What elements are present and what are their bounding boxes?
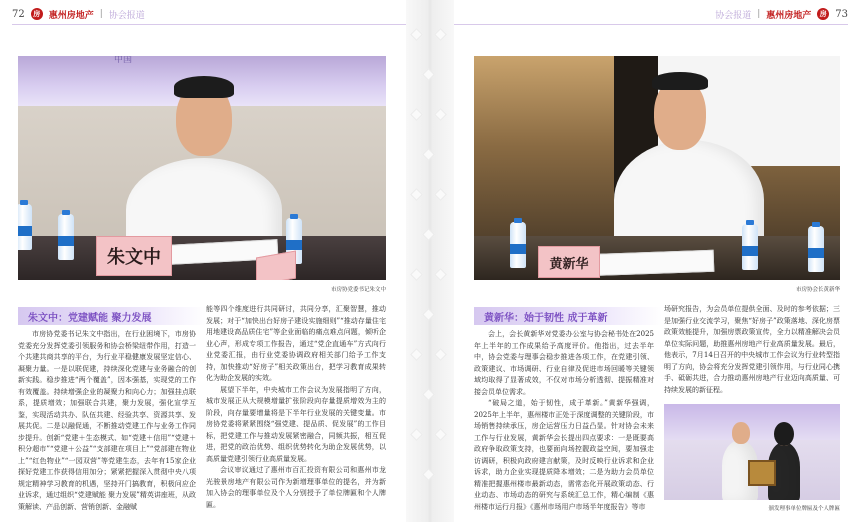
section-name: 协会报道 <box>715 10 752 21</box>
paragraph: 能等四个维度进行共同研讨，共同分享，汇聚智慧，推动发展；对于“加快出台好房子建设实施细则”“推动存量住宅用地建设高品质住宅”等企业面临的痛点难点问题，倾听企业心声，形成专项工作报告，通过“党企直通车”方式向行业党委汇报，由行业党委协调政府相关部门给予工作支持，加快推动“好房子”相关政策出台，把学习教育成果转化为助企发展的实效。 <box>206 305 386 382</box>
page-gutter <box>406 0 454 522</box>
paragraph: 会上，会长黄新华对党委办公室与协会秘书处在2025年上半年的工作成果给予高度评价。他指出，过去半年中，协会党委与理事会稳步推进各项工作，在党建引领、政策建议、市场调研、行业自律及促进市场回暖等关键领域均取得了显著成效，不仅对市场分析透彻、提振精准对接会员单位需求。 <box>474 330 654 396</box>
paragraph: 场研究报告，为会员单位提供全面、及时的参考依据；三是加强行业交流学习，聚焦“好房子”政策落地、深化房票政策效能提升，加强房票政策宣传，全力以精准解决会员单位实际问题，助推惠州房地产行业高质量发展。最后，他表示，7月14日召开的中央城市工作会议为行业转型指明了方向，协会将充分发挥党建引领作用，与行业同心携手、砥砺共进，合力推动惠州房地产行业迈向高质量、可持续发展的新征程。 <box>664 305 840 394</box>
article-title: 朱文中：党建赋能 聚力发展 <box>28 312 152 324</box>
article-column-1 <box>18 329 196 513</box>
water-bottle-icon <box>58 214 74 260</box>
nameplate: 黄新华 <box>538 246 600 278</box>
right-page-header: 协会报道 | 惠州房地产 房 73 <box>715 8 848 21</box>
left-page <box>0 0 406 522</box>
photo-caption: 市房协党委书记朱文中 <box>330 287 386 293</box>
section-name: 协会报道 <box>108 10 145 21</box>
article-column-1 <box>474 329 654 513</box>
brand-name: 惠州房地产 <box>48 10 94 21</box>
paragraph: 会议审议通过了惠州市百汇投资有限公司和惠州市龙光骏景房地产有限公司作为新增理事单位的提名，并为新加入协会的理事单位及个人分别授予了单位牌匾和个人牌匾。 <box>206 466 386 509</box>
brand-logo-icon: 房 <box>31 8 43 20</box>
water-bottle-icon <box>742 224 758 270</box>
water-bottle-icon <box>510 222 526 268</box>
photo-association-president <box>474 56 840 280</box>
screen-text: 中国 <box>114 56 133 65</box>
brand-logo-icon: 房 <box>817 8 829 20</box>
photo-award-ceremony <box>664 404 840 500</box>
page-number: 72 <box>12 8 25 20</box>
right-page <box>454 0 860 522</box>
article-column-2 <box>206 304 386 511</box>
photo-caption: 市房协会长黄新华 <box>795 287 840 293</box>
paragraph: 展望下半年，中央城市工作会议为发展指明了方向，城市发展正从大规模增量扩张阶段向存量提质增效为主的阶段，向存量要增量将是下半年行业发展的关键变量。市房协党委将紧紧围绕“强党建、提品质、促发展”的工作目标，把党建工作与推动发展紧密融合，同频共振，相互促进，把党的政治优势、组织优势转化为助企发展优势，以高质量党建引领行业高质量发展。 <box>206 385 386 463</box>
photo-party-secretary <box>18 56 386 280</box>
article-title: 黄新华：始于韧性 成于革新 <box>484 312 608 324</box>
paragraph: 市房协党委书记朱文中指出，在行业困境下，市房协党委充分发挥党委引领服务和协会桥梁纽带作用，打造一个共建共商共享的平台，为行业平稳健康发展坚定信心、凝聚力量。一是以联促建，持续深化党建与业务融合的创新实践。稳步推进“两个覆盖”，因本强基，实现党的工作有效覆盖。持续增强企业的凝聚力和向心力；加强挂点联系，提质增效；加强联合共建，聚力发展，强化宣学互鉴，实现活动共办、队伍共建、经验共享、资源共享、发展共促。二是以融促通，不断推动党建工作与业务工作同步提升。创新“党建＋生态模式、如“党建＋信用”“党建＋积分超市”“党建＋公益”“支部建在项目上”“党部建在物业上”“红色物业”“一园双营”等党建生态，去年有15家企业探好党建工作获得信用加分；紧紧把握深入贯彻中央八项规定精神学习教育的机遇，坚持开门搞教育，积极问应企业诉求，通过组织“党建赋能 聚力发展”精英讲座班，从政策解读、产品创新、营销创新、金融赋 <box>18 330 196 511</box>
brand-name: 惠州房地产 <box>766 10 812 21</box>
water-bottle-icon <box>808 226 824 272</box>
left-page-header: 72 房 惠州房地产 | 协会报道 <box>12 8 145 21</box>
small-photo-caption: 颁发理事单位牌匾及个人牌匾 <box>768 506 840 512</box>
article-column-2 <box>664 304 840 396</box>
header-divider <box>12 24 406 25</box>
water-bottle-icon <box>18 204 32 250</box>
article-title-bar <box>474 307 662 325</box>
paragraph: “破局之道，始于韧性，成于革新。”黄新华强调，2025年上半年，惠州楼市正处于深度调整的关键阶段，市场销售持续承压，房企运营压力日益凸显。针对协会未来工作与行业发展，黄新华会长提出四点要求：一是既要高政府争取政策支持，也要面向场控靓政益空间，要加强走访调研，积极向政府建言献策，及时反映行业诉求和企业诉求，助力企业实现提质降本增效；二是为助力会员单位精准把握惠州楼市最新动态，需常态化开展政策动态、行业动态、市场动态的研究与系统汇总工作，精心编制《惠州楼市运行月报》《惠州市场用户市场半年度报告》等市 <box>474 399 654 511</box>
award-plaque <box>748 460 776 486</box>
article-title-bar <box>18 307 206 325</box>
nameplate: 朱文中 <box>96 236 172 276</box>
header-divider <box>454 24 848 25</box>
page-number: 73 <box>835 8 848 20</box>
